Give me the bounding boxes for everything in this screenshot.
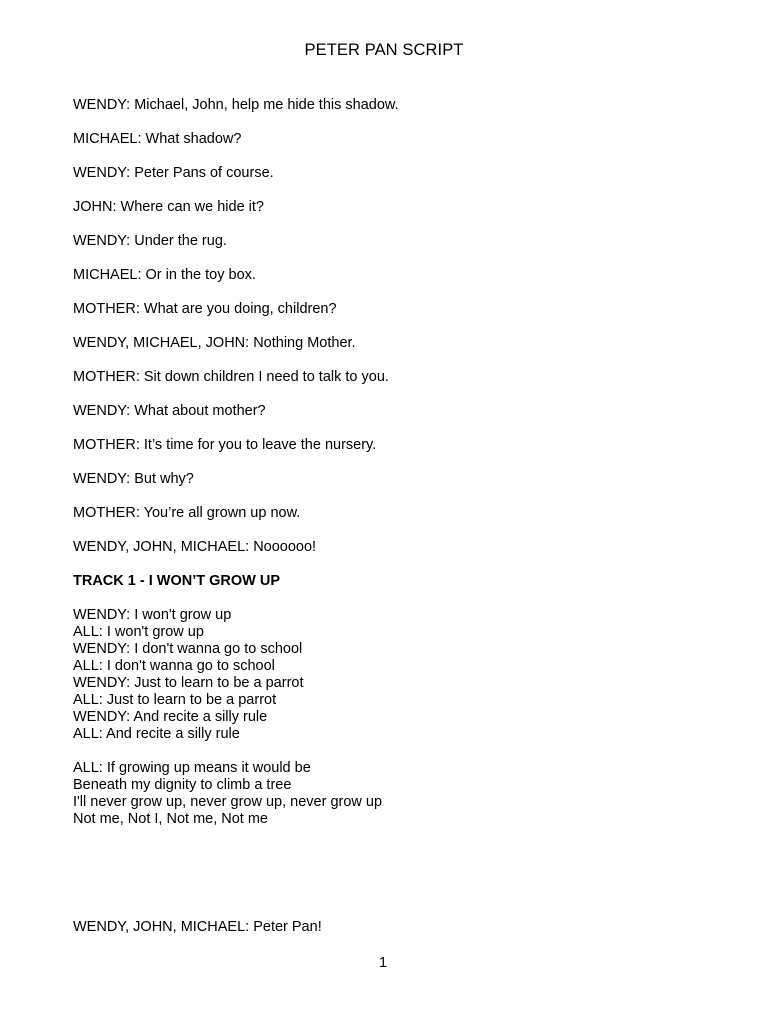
lyric-line: ALL: If growing up means it would be: [73, 760, 311, 776]
dialogue-line: MOTHER: It’s time for you to leave the nursery.: [73, 437, 377, 453]
dialogue-line: MOTHER: Sit down children I need to talk to you.: [73, 369, 389, 385]
lyric-line: WENDY: I won't grow up: [73, 607, 232, 623]
lyric-line: Beneath my dignity to climb a tree: [73, 777, 292, 793]
lyric-line: ALL: I won't grow up: [73, 624, 204, 640]
script-body: [73, 97, 713, 845]
dialogue-line: WENDY: Michael, John, help me hide this shadow.: [73, 97, 399, 113]
final-dialogue-line: WENDY, JOHN, MICHAEL: Peter Pan!: [73, 919, 322, 935]
dialogue-line: JOHN: Where can we hide it?: [73, 199, 264, 215]
dialogue-line: MOTHER: What are you doing, children?: [73, 301, 337, 317]
lyrics-verse-2: [73, 760, 713, 828]
lyric-line: I'll never grow up, never grow up, never grow up: [73, 794, 383, 810]
lyric-line: WENDY: And recite a silly rule: [73, 709, 268, 725]
dialogue-line: MICHAEL: Or in the toy box.: [73, 267, 256, 283]
dialogue-line: WENDY: Peter Pans of course.: [73, 165, 274, 181]
page-number-value: 1: [378, 955, 388, 971]
lyric-line: ALL: And recite a silly rule: [73, 726, 240, 742]
lyric-line: WENDY: Just to learn to be a parrot: [73, 675, 304, 691]
lyric-line: ALL: I don't wanna go to school: [73, 658, 275, 674]
dialogue-line: MOTHER: You’re all grown up now.: [73, 505, 301, 521]
page-title: PETER PAN SCRIPT: [304, 41, 464, 59]
lyrics-verse-1: [73, 607, 713, 743]
track-heading: TRACK 1 - I WON’T GROW UP: [73, 573, 281, 589]
dialogue-line: WENDY, MICHAEL, JOHN: Nothing Mother.: [73, 335, 356, 351]
dialogue-line: WENDY: Under the rug.: [73, 233, 227, 249]
dialogue-line: MICHAEL: What shadow?: [73, 131, 242, 147]
page-number: [0, 955, 768, 971]
lyric-line: Not me, Not I, Not me, Not me: [73, 811, 268, 827]
lyric-line: WENDY: I don't wanna go to school: [73, 641, 303, 657]
dialogue-line: WENDY, JOHN, MICHAEL: Noooooo!: [73, 539, 317, 555]
dialogue-line: WENDY: But why?: [73, 471, 194, 487]
dialogue-line: WENDY: What about mother?: [73, 403, 266, 419]
lyric-line: ALL: Just to learn to be a parrot: [73, 692, 277, 708]
